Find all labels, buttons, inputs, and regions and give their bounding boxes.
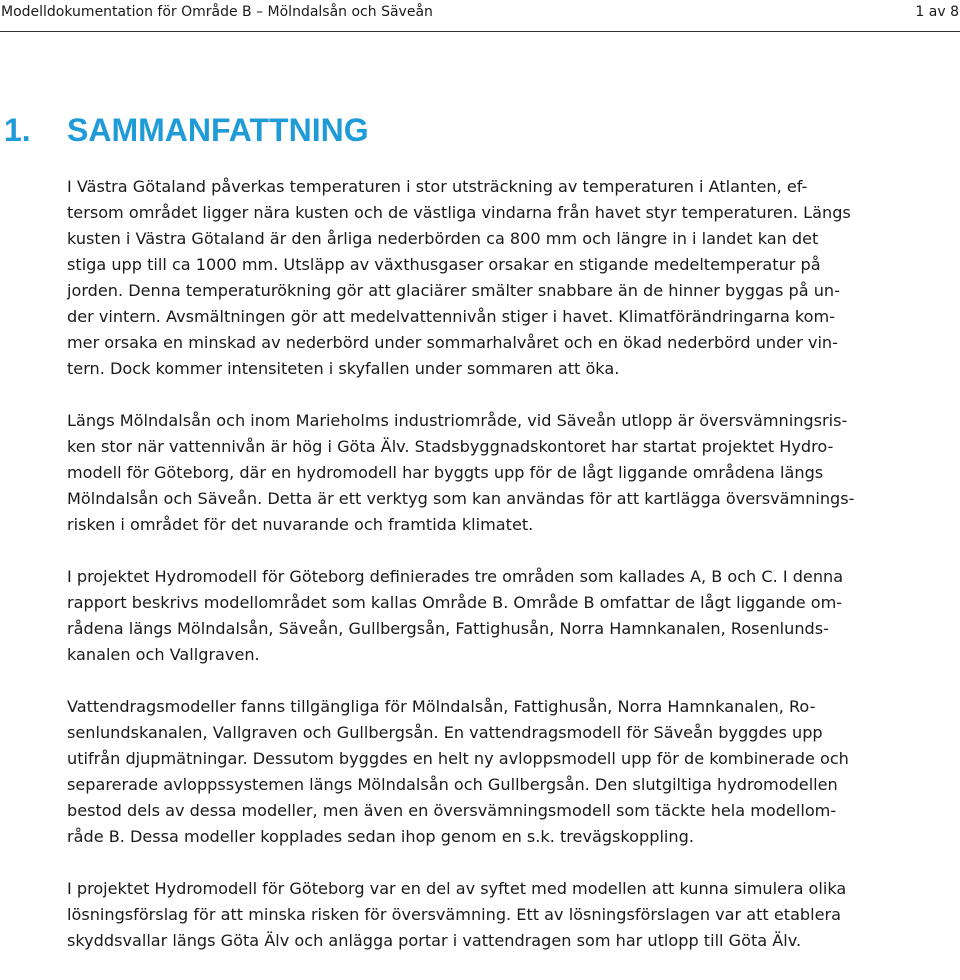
text-line: senlundskanalen, Vallgraven och Gullbergsån. En vattendragsmodell för Säveån byggdes upp bbox=[67, 723, 823, 742]
text-line: tersom området ligger nära kusten och de västliga vindarna från havet styr temperaturen. Längs bbox=[67, 203, 851, 222]
text-line: mer orsaka en minskad av nederbörd under sommarhalvåret och en ökad nederbörd under vin- bbox=[67, 333, 838, 352]
text-line: rådena längs Mölndalsån, Säveån, Gullbergsån, Fattighusån, Norra Hamnkanalen, Rosenlunds- bbox=[67, 619, 829, 638]
paragraph-watercourse-models bbox=[67, 694, 925, 850]
body-text bbox=[67, 174, 925, 980]
text-line: Vattendragsmodeller fanns tillgängliga för Mölndalsån, Fattighusån, Norra Hamnkanalen, Ro- bbox=[67, 697, 816, 716]
text-line: bestod dels av dessa modeller, men även en översvämningsmodell som täckte hela modellom- bbox=[67, 801, 837, 820]
text-line: kusten i Västra Götaland är den årliga nederbörden ca 800 mm och längre in i landet kan det bbox=[67, 229, 819, 248]
text-line: modell för Göteborg, där en hydromodell har byggts upp för de lågt liggande områdena längs bbox=[67, 463, 824, 482]
text-line: Mölndalsån och Säveån. Detta är ett verktyg som kan användas för att kartlägga översvämnings- bbox=[67, 489, 855, 508]
paragraph-model-areas bbox=[67, 564, 925, 668]
paragraph-flood-risk bbox=[67, 408, 925, 538]
text-line: Längs Mölndalsån och inom Marieholms industriområde, vid Säveån utlopp är översvämningsris- bbox=[67, 411, 848, 430]
text-line: rapport beskrivs modellområdet som kallas Område B. Område B omfattar de lågt liggande om- bbox=[67, 593, 843, 612]
text-line: kanalen och Vallgraven. bbox=[67, 645, 260, 664]
text-line: I projektet Hydromodell för Göteborg var en del av syftet med modellen att kunna simulera olika bbox=[67, 879, 847, 898]
text-line: tern. Dock kommer intensiteten i skyfallen under sommaren att öka. bbox=[67, 359, 620, 378]
section-number: 1. bbox=[4, 112, 31, 148]
text-line: utifrån djupmätningar. Dessutom byggdes en helt ny avloppsmodell upp för de kombinerade och bbox=[67, 749, 849, 768]
text-line: jorden. Denna temperaturökning gör att glaciärer smälter snabbare än de hinner byggas på un- bbox=[67, 281, 840, 300]
document-title: Modelldokumentation för Område B – Mölndalsån och Säveån bbox=[1, 4, 433, 20]
running-header bbox=[0, 0, 960, 32]
text-line: I Västra Götaland påverkas temperaturen i stor utsträckning av temperaturen i Atlanten, ef- bbox=[67, 177, 808, 196]
text-line: stiga upp till ca 1000 mm. Utsläpp av växthusgaser orsakar en stigande medeltemperatur på bbox=[67, 255, 821, 274]
text-line: skyddsvallar längs Göta Älv och anlägga portar i vattendragen som har utlopp till Göta Älv. bbox=[67, 931, 802, 950]
text-line: ken stor när vattennivån är hög i Göta Älv. Stadsbyggnadskontoret har startat projektet Hydro- bbox=[67, 437, 834, 456]
text-line: I projektet Hydromodell för Göteborg definierades tre områden som kallades A, B och C. I denna bbox=[67, 567, 844, 586]
section-heading bbox=[4, 108, 369, 152]
page-indicator: 1 av 8 bbox=[915, 4, 959, 20]
text-line: separerade avloppssystemen längs Mölndalsån och Gullbergsån. Den slutgiltiga hydromodellen bbox=[67, 775, 838, 794]
text-line: der vintern. Avsmältningen gör att medelvattennivån stiger i havet. Klimatförändringarna kom- bbox=[67, 307, 836, 326]
text-line: råde B. Dessa modeller kopplades sedan ihop genom en s.k. trevägskoppling. bbox=[67, 827, 694, 846]
paragraph-climate bbox=[67, 174, 925, 382]
text-line: risken i området för det nuvarande och framtida klimatet. bbox=[67, 515, 534, 534]
text-line: lösningsförslag för att minska risken för översvämning. Ett av lösningsförslagen var att etablera bbox=[67, 905, 842, 924]
paragraph-project-purpose bbox=[67, 876, 925, 954]
section-title: SAMMANFATTNING bbox=[67, 112, 369, 148]
